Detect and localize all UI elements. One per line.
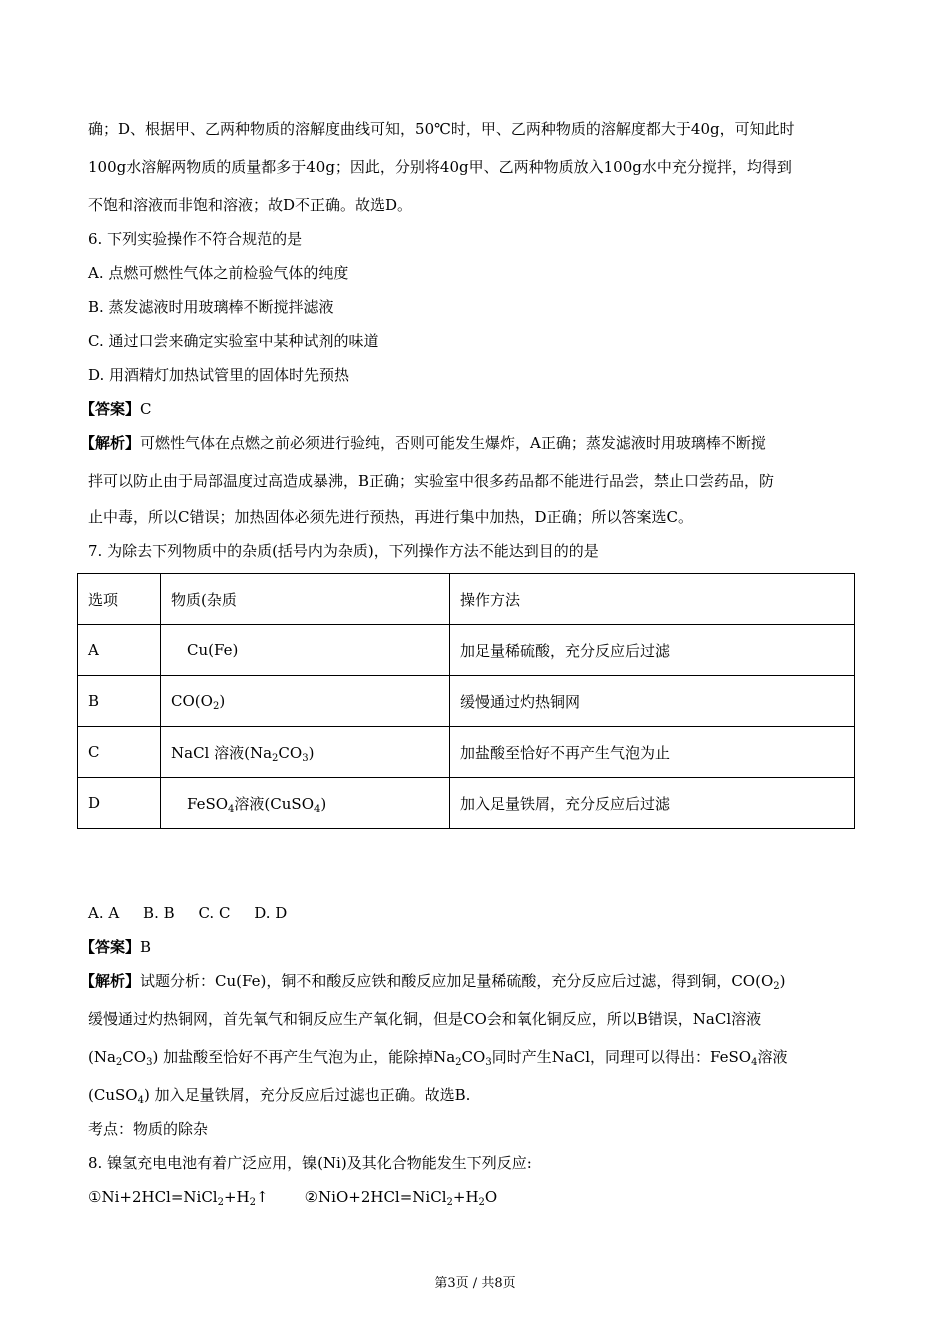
table-cell-substance	[161, 778, 450, 829]
formula-subscript: 4	[228, 803, 235, 815]
table-header-cell: 操作方法	[450, 574, 855, 625]
formula-subscript: 4	[314, 803, 321, 815]
question-6-option-b: B. 蒸发滤液时用玻璃棒不断搅拌滤液	[88, 298, 334, 316]
reaction-part: ①Ni+2HCl=NiCl	[88, 1188, 218, 1206]
analysis-text: 可燃性气体在点燃之前必须进行验纯，否则可能发生爆炸，A正确；蒸发滤液时用玻璃棒不断搅	[140, 434, 766, 452]
analysis-text: (Na	[88, 1048, 116, 1066]
formula-part: )	[320, 794, 327, 813]
formula-subscript: 2	[478, 1197, 485, 1208]
table-cell-method: 缓慢通过灼热铜网	[450, 676, 855, 727]
table-cell-method: 加足量稀硫酸，充分反应后过滤	[450, 625, 855, 676]
formula-subscript: 2	[249, 1197, 257, 1208]
formula-subscript: 3	[302, 752, 309, 764]
formula-part: 溶液(CuSO	[234, 794, 314, 813]
formula-subscript: 4	[137, 1095, 144, 1106]
reaction-part: ②NiO+2HCl=NiCl	[304, 1188, 447, 1206]
table-cell-option: D	[78, 778, 161, 829]
analysis-text: 溶液	[757, 1048, 788, 1066]
formula-subscript: 2	[212, 701, 220, 712]
formula-subscript: 2	[455, 1057, 462, 1068]
options-table	[77, 573, 855, 829]
question-6-stem: 6. 下列实验操作不符合规范的是	[88, 230, 303, 248]
question-7-analysis-line: 缓慢通过灼热铜网，首先氧气和铜反应生产氧化铜，但是CO会和氧化铜反应，所以B错误，NaCl溶液	[88, 1010, 762, 1028]
table-row	[78, 625, 855, 676]
question-6-option-a: A. 点燃可燃性气体之前检验气体的纯度	[88, 264, 349, 282]
question-7-analysis-line	[80, 970, 785, 992]
answer-value: C	[140, 400, 152, 418]
question-6-analysis-line: 拌可以防止由于局部温度过高造成暴沸，B正确；实验室中很多药品都不能进行品尝，禁止口尝药品，防	[88, 472, 775, 490]
question-6-analysis-line	[80, 432, 766, 454]
paragraph-line: 确；D、根据甲、乙两种物质的溶解度曲线可知，50℃时，甲、乙两种物质的溶解度都大于40g，可知此时	[88, 120, 795, 138]
formula-part: CO	[278, 743, 303, 762]
table-cell-substance: Cu(Fe)	[161, 625, 450, 676]
question-7-answer	[80, 936, 151, 958]
paragraph-line: 100g水溶解两物质的质量都多于40g；因此，分别将40g甲、乙两种物质放入100g水中充分搅拌，均得到	[88, 158, 792, 176]
table-cell-method: 加入足量铁屑，充分反应后过滤	[450, 778, 855, 829]
table-header-row	[78, 574, 855, 625]
analysis-text: 同时产生NaCl，同理可以得出：FeSO	[491, 1048, 752, 1066]
formula-subscript: 2	[272, 752, 279, 764]
table-cell-substance	[161, 727, 450, 778]
reaction-part: +H	[223, 1188, 250, 1206]
formula-subscript: 3	[146, 1057, 153, 1068]
formula-subscript: 3	[485, 1057, 492, 1068]
table-cell-option: B	[78, 676, 161, 727]
formula-subscript: 4	[751, 1057, 758, 1068]
question-7-analysis-line	[88, 1084, 470, 1106]
question-8-stem: 8. 镍氢充电电池有着广泛应用，镍(Ni)及其化合物能发生下列反应:	[88, 1154, 532, 1172]
question-6-option-d: D. 用酒精灯加热试管里的固体时先预热	[88, 366, 350, 384]
question-7-stem: 7. 为除去下列物质中的杂质(括号内为杂质)，下列操作方法不能达到目的的是	[88, 542, 599, 560]
formula-subscript: 2	[217, 1197, 224, 1208]
kaodian-line: 考点：物质的除杂	[88, 1120, 209, 1138]
question-7-choices: A. A B. B C. C D. D	[88, 904, 288, 922]
formula-subscript: 2	[773, 981, 780, 992]
analysis-text: CO	[122, 1048, 147, 1066]
formula-part: )	[219, 692, 226, 710]
table-header-cell: 物质(杂质	[161, 574, 450, 625]
question-8-reactions	[88, 1186, 497, 1208]
analysis-text: CO	[461, 1048, 486, 1066]
question-6-option-c: C. 通过口尝来确定实验室中某种试剂的味道	[88, 332, 379, 350]
analysis-text: 试题分析：Cu(Fe)，铜不和酸反应铁和酸反应加足量稀硫酸，充分反应后过滤，得到铜，CO(O	[140, 972, 774, 990]
analysis-tag: 【解析】	[80, 972, 141, 990]
question-7-analysis-line	[88, 1046, 787, 1068]
analysis-text: )	[779, 972, 786, 990]
table-cell-method: 加盐酸至恰好不再产生气泡为止	[450, 727, 855, 778]
formula-part: FeSO	[187, 794, 229, 813]
reaction-part: O	[484, 1188, 498, 1206]
table-cell-option: C	[78, 727, 161, 778]
analysis-tag: 【解析】	[80, 434, 141, 452]
reaction-part: +H	[452, 1188, 479, 1206]
reaction-part: ↑	[256, 1188, 269, 1206]
table-row	[78, 727, 855, 778]
page-footer: 第3页 / 共8页	[434, 1276, 516, 1291]
table-row	[78, 778, 855, 829]
analysis-text: ) 加盐酸至恰好不再产生气泡为止，能除掉Na	[152, 1048, 456, 1066]
question-6-analysis-line: 止中毒，所以C错误；加热固体必须先进行预热，再进行集中加热，D正确；所以答案选C。	[88, 508, 693, 526]
table-cell-option: A	[78, 625, 161, 676]
formula-subscript: 2	[115, 1057, 123, 1068]
table-header-cell: 选项	[78, 574, 161, 625]
answer-tag: 【答案】	[80, 938, 141, 956]
formula-part: CO(O	[171, 692, 213, 710]
analysis-text: ) 加入足量铁屑，充分反应后过滤也正确。故选B.	[143, 1086, 471, 1104]
table-row	[78, 676, 855, 727]
answer-tag: 【答案】	[80, 400, 141, 418]
formula-part: NaCl 溶液(Na	[171, 743, 273, 762]
question-6-answer	[80, 398, 152, 420]
formula-part: )	[308, 743, 315, 762]
analysis-text: (CuSO	[88, 1086, 138, 1104]
paragraph-line: 不饱和溶液而非饱和溶液；故D不正确。故选D。	[88, 196, 413, 214]
answer-value: B	[140, 938, 152, 956]
table-cell-substance	[161, 676, 450, 727]
formula-subscript: 2	[446, 1197, 453, 1208]
